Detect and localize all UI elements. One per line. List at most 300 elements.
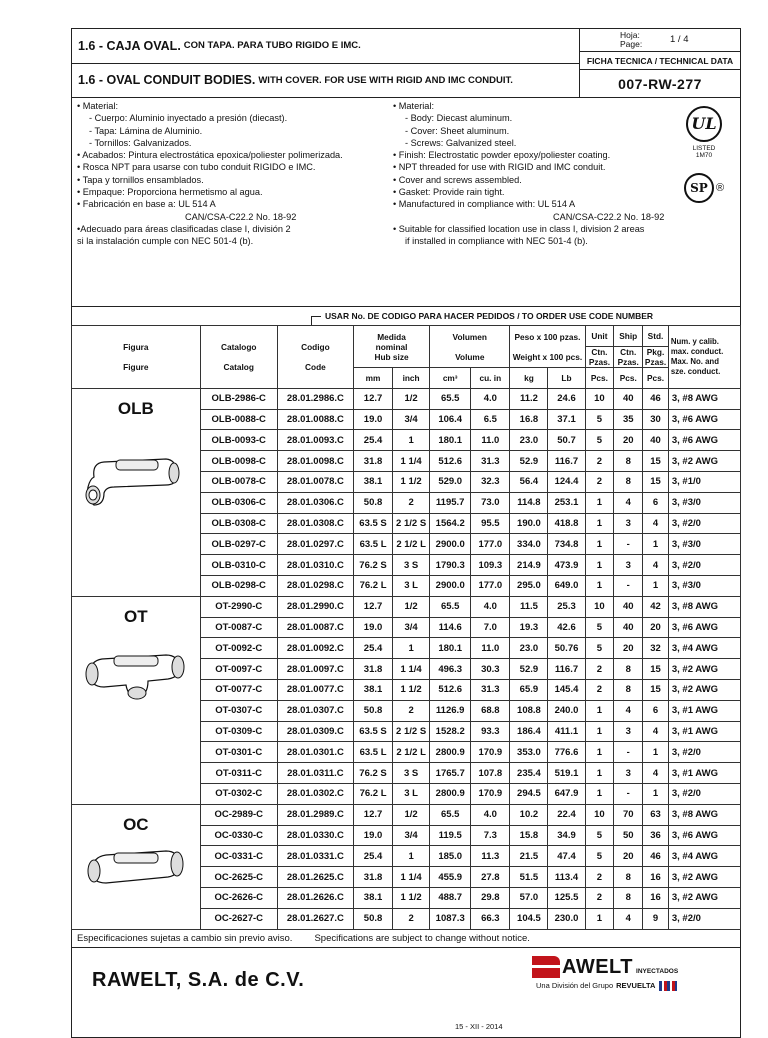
spec-line: • Manufactured in compliance with: UL 514 A bbox=[393, 199, 576, 210]
table-cell: 35 bbox=[614, 409, 643, 430]
change-notice bbox=[71, 930, 741, 948]
table-cell: 1 bbox=[393, 430, 430, 451]
table-cell: 512.6 bbox=[430, 679, 471, 700]
table-cell: 3, #2/0 bbox=[668, 742, 740, 763]
table-cell: 170.9 bbox=[471, 742, 510, 763]
table-cell: 3, #1 AWG bbox=[668, 763, 740, 784]
table-cell: 1 1/2 bbox=[393, 887, 430, 908]
std-pkg-label: Pkg. bbox=[646, 347, 665, 357]
table-cell: 8 bbox=[614, 451, 643, 472]
spec-line: CAN/CSA-C22.2 No. 18-92 bbox=[185, 211, 297, 222]
table-cell: 20 bbox=[643, 617, 669, 638]
conduit-body-drawing-icon bbox=[84, 449, 184, 514]
table-cell: 4 bbox=[614, 908, 643, 929]
table-cell: 3, #3/0 bbox=[668, 492, 740, 513]
table-cell: 1 bbox=[585, 492, 614, 513]
registered-mark: ® bbox=[715, 181, 725, 194]
table-cell: 2 1/2 L bbox=[393, 742, 430, 763]
table-cell: 57.0 bbox=[510, 887, 548, 908]
table-cell: 15 bbox=[643, 451, 669, 472]
table-cell: 20 bbox=[614, 430, 643, 451]
table-cell: 5 bbox=[585, 638, 614, 659]
table-cell: 68.8 bbox=[471, 700, 510, 721]
table-cell: 23.0 bbox=[510, 638, 548, 659]
table-cell: 4 bbox=[643, 763, 669, 784]
table-cell: 65.5 bbox=[430, 388, 471, 409]
table-cell: 1564.2 bbox=[430, 513, 471, 534]
listed-code: 1M70 bbox=[695, 152, 713, 159]
table-cell: 34.9 bbox=[548, 825, 585, 846]
notice-en: Specifications are subject to change without notice. bbox=[314, 932, 530, 944]
table-cell: 114.6 bbox=[430, 617, 471, 638]
table-cell: 108.8 bbox=[510, 700, 548, 721]
table-cell: 28.01.2989.C bbox=[277, 804, 353, 825]
table-cell: 16.8 bbox=[510, 409, 548, 430]
unit-ctn-header bbox=[585, 326, 614, 347]
order-note-bracket bbox=[311, 316, 321, 325]
volume-label: Volume bbox=[455, 351, 485, 362]
table-cell: 30.3 bbox=[471, 659, 510, 680]
spec-line: if installed in compliance with NEC 501-4 (b). bbox=[405, 236, 588, 247]
table-cell: 19.0 bbox=[353, 617, 392, 638]
title-es-sub: CON TAPA. PARA TUBO RIGIDO E IMC. bbox=[183, 40, 361, 52]
table-cell: 8 bbox=[614, 659, 643, 680]
issue-date: 15 - XII - 2014 bbox=[455, 1021, 503, 1031]
table-cell: 6 bbox=[643, 700, 669, 721]
conduit-body-drawing-icon bbox=[84, 841, 184, 900]
table-cell: OT-0311-C bbox=[200, 763, 277, 784]
table-cell: 21.5 bbox=[510, 846, 548, 867]
table-cell: 28.01.0087.C bbox=[277, 617, 353, 638]
table-cell: 3, #3/0 bbox=[668, 534, 740, 555]
table-cell: 113.4 bbox=[548, 867, 585, 888]
table-cell: 38.1 bbox=[353, 679, 392, 700]
table-cell: 295.0 bbox=[510, 575, 548, 596]
table-cell: 24.6 bbox=[548, 388, 585, 409]
table-cell: 28.01.0306.C bbox=[277, 492, 353, 513]
table-cell: 29.8 bbox=[471, 887, 510, 908]
table-cell: OC-2627-C bbox=[200, 908, 277, 929]
table-cell: 4 bbox=[643, 721, 669, 742]
table-cell: 65.5 bbox=[430, 596, 471, 617]
table-cell: OLB-0310-C bbox=[200, 555, 277, 576]
ul-logo-icon: UL bbox=[686, 106, 722, 142]
table-cell: 2900.0 bbox=[430, 534, 471, 555]
table-cell: 2800.9 bbox=[430, 783, 471, 804]
table-cell: 76.2 S bbox=[353, 763, 392, 784]
table-cell: 19.3 bbox=[510, 617, 548, 638]
product-table bbox=[71, 325, 741, 930]
table-cell: OT-0087-C bbox=[200, 617, 277, 638]
table-cell: 3, #2 AWG bbox=[668, 659, 740, 680]
table-cell: 63.5 L bbox=[353, 742, 392, 763]
table-cell: 2 1/2 L bbox=[393, 534, 430, 555]
spec-line: • Rosca NPT para usarse con tubo conduit RIGIDO e IMC. bbox=[77, 162, 316, 173]
table-cell: 42.6 bbox=[548, 617, 585, 638]
table-cell: 1 bbox=[393, 846, 430, 867]
table-cell: 31.8 bbox=[353, 867, 392, 888]
table-cell: 32 bbox=[643, 638, 669, 659]
table-cell: 1 1/4 bbox=[393, 867, 430, 888]
table-cell: 63.5 S bbox=[353, 721, 392, 742]
table-cell: OLB-0078-C bbox=[200, 471, 277, 492]
csa-mark bbox=[684, 173, 724, 203]
table-cell: 27.8 bbox=[471, 867, 510, 888]
catalogo-label: Catalogo bbox=[220, 341, 257, 352]
table-cell: 28.01.0302.C bbox=[277, 783, 353, 804]
table-cell: 28.01.0331.C bbox=[277, 846, 353, 867]
table-cell: 31.3 bbox=[471, 451, 510, 472]
spec-line: • Acabados: Pintura electrostática epoxica/poliester polimerizada. bbox=[77, 150, 343, 161]
table-cell: 116.7 bbox=[548, 659, 585, 680]
table-cell: 1 bbox=[585, 908, 614, 929]
table-cell: 8 bbox=[614, 679, 643, 700]
product-rows bbox=[72, 388, 741, 929]
nominal-label: nominal bbox=[375, 341, 408, 352]
table-cell: 253.1 bbox=[548, 492, 585, 513]
table-cell: OT-0307-C bbox=[200, 700, 277, 721]
logo-subtitle bbox=[536, 981, 732, 991]
table-cell: 109.3 bbox=[471, 555, 510, 576]
table-cell: 12.7 bbox=[353, 388, 392, 409]
table-cell: 240.0 bbox=[548, 700, 585, 721]
table-cell: 63 bbox=[643, 804, 669, 825]
ship-pcs-header: Pcs. bbox=[614, 368, 643, 389]
table-cell: 186.4 bbox=[510, 721, 548, 742]
table-cell: 8 bbox=[614, 867, 643, 888]
table-cell: 145.4 bbox=[548, 679, 585, 700]
table-cell: 180.1 bbox=[430, 638, 471, 659]
table-cell: 3/4 bbox=[393, 617, 430, 638]
table-cell: 2 bbox=[585, 451, 614, 472]
table-cell: 2 1/2 S bbox=[393, 513, 430, 534]
table-cell: 185.0 bbox=[430, 846, 471, 867]
table-cell: 353.0 bbox=[510, 742, 548, 763]
volume-header bbox=[430, 326, 510, 368]
table-cell: 3, #2/0 bbox=[668, 908, 740, 929]
table-cell: 23.0 bbox=[510, 430, 548, 451]
table-cell: 190.0 bbox=[510, 513, 548, 534]
table-cell: 73.0 bbox=[471, 492, 510, 513]
table-cell: 3, #6 AWG bbox=[668, 825, 740, 846]
table-cell: 15 bbox=[643, 471, 669, 492]
table-cell: 4 bbox=[643, 555, 669, 576]
table-cell: 11.2 bbox=[510, 388, 548, 409]
std-pcs-header: Pcs. bbox=[643, 368, 669, 389]
spec-line: • Suitable for classified location use in class I, division 2 areas bbox=[393, 223, 645, 234]
table-cell: 16 bbox=[643, 867, 669, 888]
table-cell: 50 bbox=[614, 825, 643, 846]
max-no-label: Max. No. and bbox=[670, 356, 719, 366]
table-cell: - bbox=[614, 534, 643, 555]
table-cell: 28.01.0309.C bbox=[277, 721, 353, 742]
hub-size-header bbox=[353, 326, 429, 368]
figure-name: OLB bbox=[117, 398, 154, 418]
catalog-label: Catalog bbox=[223, 361, 254, 372]
specs-english bbox=[393, 100, 683, 248]
std-pkg-sub bbox=[643, 347, 669, 368]
document-code: 007-RW-277 bbox=[618, 75, 702, 92]
table-cell: 46 bbox=[643, 388, 669, 409]
table-cell: 42 bbox=[643, 596, 669, 617]
table-cell: 40 bbox=[643, 430, 669, 451]
table-cell: 40 bbox=[614, 596, 643, 617]
table-cell: 6 bbox=[643, 492, 669, 513]
table-cell: 28.01.2626.C bbox=[277, 887, 353, 908]
table-cell: 1 bbox=[585, 534, 614, 555]
table-cell: 106.4 bbox=[430, 409, 471, 430]
table-cell: 28.01.0307.C bbox=[277, 700, 353, 721]
table-cell: 230.0 bbox=[548, 908, 585, 929]
table-cell: OLB-0098-C bbox=[200, 451, 277, 472]
table-cell: 25.4 bbox=[353, 846, 392, 867]
unit-pzas-label: Pzas. bbox=[588, 357, 611, 367]
spec-line: - Cover: Sheet aluminum. bbox=[405, 125, 510, 136]
weight-label: Weight x 100 pcs. bbox=[512, 351, 583, 362]
table-cell: 3, #6 AWG bbox=[668, 430, 740, 451]
table-cell: 32.3 bbox=[471, 471, 510, 492]
spec-line: • Cover and screws assembled. bbox=[393, 174, 522, 185]
listed-label: LISTED bbox=[692, 145, 716, 152]
table-cell: 40 bbox=[614, 617, 643, 638]
table-cell: OLB-0306-C bbox=[200, 492, 277, 513]
table-cell: OLB-2986-C bbox=[200, 388, 277, 409]
table-row bbox=[72, 596, 741, 617]
table-cell: 3, #2 AWG bbox=[668, 451, 740, 472]
lb-header: Lb bbox=[548, 368, 585, 389]
ficha-label: FICHA TECNICA / TECHNICAL DATA bbox=[580, 52, 740, 70]
table-cell: 3, #1 AWG bbox=[668, 721, 740, 742]
table-cell: 2 bbox=[585, 679, 614, 700]
spec-line: • NPT threaded for use with RIGID and IMC conduit. bbox=[393, 162, 606, 173]
table-cell: 16 bbox=[643, 887, 669, 908]
table-cell: 1 bbox=[585, 555, 614, 576]
table-cell: OC-2989-C bbox=[200, 804, 277, 825]
table-cell: OT-2990-C bbox=[200, 596, 277, 617]
table-cell: 1 bbox=[393, 638, 430, 659]
table-cell: 3, #6 AWG bbox=[668, 409, 740, 430]
order-note bbox=[71, 307, 741, 325]
ship-ctn-sub bbox=[614, 347, 643, 368]
figure-cell bbox=[72, 596, 201, 804]
table-cell: 3, #8 AWG bbox=[668, 804, 740, 825]
table-cell: 1 bbox=[643, 534, 669, 555]
table-cell: 3, #1 AWG bbox=[668, 700, 740, 721]
table-cell: 1 bbox=[585, 783, 614, 804]
kg-header: kg bbox=[510, 368, 548, 389]
table-cell: 1790.3 bbox=[430, 555, 471, 576]
page-label-en: Page: bbox=[620, 39, 643, 49]
table-cell: 3, #2 AWG bbox=[668, 887, 740, 908]
code-label: Code bbox=[305, 361, 326, 372]
conductor-header bbox=[668, 326, 740, 389]
table-cell: 15.8 bbox=[510, 825, 548, 846]
table-cell: 1 1/4 bbox=[393, 659, 430, 680]
conduit-body-drawing-icon bbox=[82, 639, 187, 714]
title-es-main: 1.6 - CAJA OVAL. bbox=[78, 38, 181, 53]
table-cell: 52.9 bbox=[510, 451, 548, 472]
table-cell: 1528.2 bbox=[430, 721, 471, 742]
unit-ctn-sub bbox=[585, 347, 614, 368]
table-cell: 1 bbox=[585, 513, 614, 534]
table-cell: 10 bbox=[585, 804, 614, 825]
table-cell: 1087.3 bbox=[430, 908, 471, 929]
table-cell: 95.5 bbox=[471, 513, 510, 534]
table-cell: 177.0 bbox=[471, 534, 510, 555]
table-cell: 50.7 bbox=[548, 430, 585, 451]
figure-label: Figure bbox=[123, 361, 149, 372]
table-cell: 1 bbox=[585, 763, 614, 784]
table-cell: 1 1/2 bbox=[393, 471, 430, 492]
max-conduct-label: max. conduct. bbox=[670, 346, 724, 356]
table-cell: 529.0 bbox=[430, 471, 471, 492]
table-cell: 455.9 bbox=[430, 867, 471, 888]
spec-line: •Adecuado para áreas clasificadas clase I, división 2 bbox=[77, 223, 291, 234]
table-cell: 4 bbox=[614, 700, 643, 721]
table-cell: 11.0 bbox=[471, 638, 510, 659]
rawelt-logo bbox=[532, 956, 732, 991]
table-cell: 11.3 bbox=[471, 846, 510, 867]
table-cell: 28.01.0311.C bbox=[277, 763, 353, 784]
table-cell: 116.7 bbox=[548, 451, 585, 472]
spec-line: • Material: bbox=[393, 101, 434, 111]
table-cell: 3 bbox=[614, 763, 643, 784]
certifications bbox=[682, 106, 726, 203]
title-en bbox=[72, 64, 579, 98]
table-cell: 647.9 bbox=[548, 783, 585, 804]
table-cell: 512.6 bbox=[430, 451, 471, 472]
logo-inyectados: INYECTADOS bbox=[636, 967, 679, 975]
figure-cell bbox=[72, 804, 201, 929]
table-cell: 107.8 bbox=[471, 763, 510, 784]
header-meta bbox=[580, 29, 740, 97]
table-cell: 2 bbox=[585, 659, 614, 680]
table-cell: 214.9 bbox=[510, 555, 548, 576]
table-cell: 411.1 bbox=[548, 721, 585, 742]
table-cell: 52.9 bbox=[510, 659, 548, 680]
table-cell: 3, #2 AWG bbox=[668, 867, 740, 888]
code-header bbox=[277, 326, 353, 389]
ship-label: Ship bbox=[619, 331, 638, 341]
table-cell: 25.3 bbox=[548, 596, 585, 617]
inch-header: inch bbox=[393, 368, 430, 389]
table-cell: 235.4 bbox=[510, 763, 548, 784]
table-cell: 4.0 bbox=[471, 804, 510, 825]
table-cell: 1 bbox=[585, 742, 614, 763]
cuin-header: cu. in bbox=[471, 368, 510, 389]
page-value: 1 / 4 bbox=[670, 34, 689, 45]
table-cell: 25.4 bbox=[353, 638, 392, 659]
table-cell: 1 bbox=[643, 742, 669, 763]
table-cell: 3 L bbox=[393, 783, 430, 804]
table-cell: 28.01.0088.C bbox=[277, 409, 353, 430]
table-cell: 19.0 bbox=[353, 825, 392, 846]
table-cell: 1/2 bbox=[393, 804, 430, 825]
table-cell: 4 bbox=[614, 492, 643, 513]
table-cell: OC-2626-C bbox=[200, 887, 277, 908]
spec-line: • Tapa y tornillos ensamblados. bbox=[77, 174, 204, 185]
table-cell: OLB-0297-C bbox=[200, 534, 277, 555]
csa-logo-icon: SP bbox=[684, 173, 714, 203]
table-cell: 3, #1/0 bbox=[668, 471, 740, 492]
ul-listed bbox=[693, 145, 716, 159]
spec-line: • Fabricación en base a: UL 514 A bbox=[77, 199, 216, 210]
table-cell: 3, #2/0 bbox=[668, 555, 740, 576]
table-cell: 28.01.0301.C bbox=[277, 742, 353, 763]
table-cell: 5 bbox=[585, 430, 614, 451]
specifications bbox=[71, 98, 741, 307]
table-cell: 31.3 bbox=[471, 679, 510, 700]
table-cell: 25.4 bbox=[353, 430, 392, 451]
table-cell: 28.01.2990.C bbox=[277, 596, 353, 617]
table-cell: 28.01.0308.C bbox=[277, 513, 353, 534]
table-cell: 76.2 S bbox=[353, 555, 392, 576]
table-cell: 66.3 bbox=[471, 908, 510, 929]
table-cell: 76.2 L bbox=[353, 783, 392, 804]
codigo-label: Codigo bbox=[301, 341, 330, 352]
weight-header bbox=[510, 326, 585, 368]
table-cell: 50.76 bbox=[548, 638, 585, 659]
spec-line: • Empaque: Proporciona hermetismo al agua. bbox=[77, 187, 263, 198]
table-cell: 93.3 bbox=[471, 721, 510, 742]
figure-name: OC bbox=[123, 814, 149, 834]
order-note-text: USAR No. DE CODIGO PARA HACER PEDIDOS / TO ORDER USE CODE NUMBER bbox=[325, 311, 654, 321]
page-label-es: Hoja: bbox=[620, 30, 640, 40]
table-cell: 28.01.0310.C bbox=[277, 555, 353, 576]
table-cell: 28.01.2627.C bbox=[277, 908, 353, 929]
table-cell: 3/4 bbox=[393, 825, 430, 846]
table-cell: 12.7 bbox=[353, 596, 392, 617]
table-cell: 734.8 bbox=[548, 534, 585, 555]
table-cell: 63.5 S bbox=[353, 513, 392, 534]
table-cell: 125.5 bbox=[548, 887, 585, 908]
table-cell: 519.1 bbox=[548, 763, 585, 784]
title-en-main: 1.6 - OVAL CONDUIT BODIES. bbox=[78, 73, 256, 88]
table-cell: 65.5 bbox=[430, 804, 471, 825]
table-cell: 3 S bbox=[393, 763, 430, 784]
table-cell: 38.1 bbox=[353, 471, 392, 492]
table-cell: 38.1 bbox=[353, 887, 392, 908]
table-cell: 28.01.0093.C bbox=[277, 430, 353, 451]
footer bbox=[71, 948, 741, 1038]
table-cell: 10 bbox=[585, 596, 614, 617]
table-cell: 50.8 bbox=[353, 908, 392, 929]
table-cell: 1 1/2 bbox=[393, 679, 430, 700]
table-cell: 1 1/4 bbox=[393, 451, 430, 472]
table-cell: 28.01.0297.C bbox=[277, 534, 353, 555]
table-cell: 119.5 bbox=[430, 825, 471, 846]
table-cell: 473.9 bbox=[548, 555, 585, 576]
table-cell: 1765.7 bbox=[430, 763, 471, 784]
std-label: Std. bbox=[647, 331, 664, 341]
table-cell: 9 bbox=[643, 908, 669, 929]
logo-word: AWELT bbox=[562, 955, 634, 978]
logo-main bbox=[532, 956, 732, 979]
table-cell: OLB-0308-C bbox=[200, 513, 277, 534]
table-row bbox=[72, 804, 741, 825]
table-cell: 50.8 bbox=[353, 700, 392, 721]
table-cell: 65.9 bbox=[510, 679, 548, 700]
table-cell: 1 bbox=[585, 575, 614, 596]
cm3-header: cm³ bbox=[430, 368, 471, 389]
table-cell: OT-0309-C bbox=[200, 721, 277, 742]
table-cell: 334.0 bbox=[510, 534, 548, 555]
table-cell: 7.0 bbox=[471, 617, 510, 638]
table-cell: 7.3 bbox=[471, 825, 510, 846]
figure-cell bbox=[72, 388, 201, 596]
datasheet bbox=[71, 28, 741, 1038]
header bbox=[71, 28, 741, 98]
